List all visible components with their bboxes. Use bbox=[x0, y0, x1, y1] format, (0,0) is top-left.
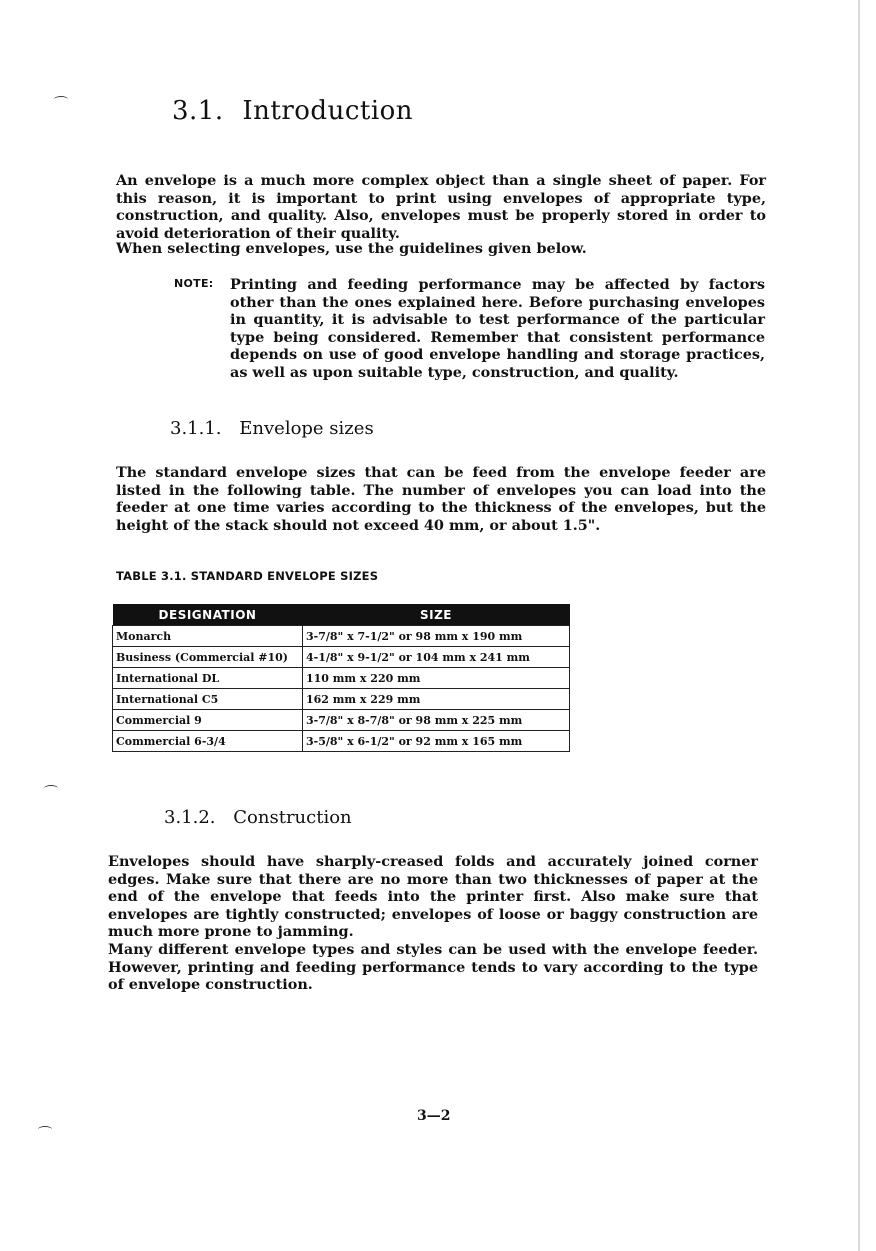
section-number: 3.1. bbox=[172, 96, 224, 126]
column-header-designation: DESIGNATION bbox=[113, 604, 303, 626]
size-cell: 3-7/8" x 7-1/2" or 98 mm x 190 mm bbox=[303, 626, 570, 647]
subsection-number: 3.1.1. bbox=[170, 418, 222, 439]
table-caption: TABLE 3.1. STANDARD ENVELOPE SIZES bbox=[116, 569, 379, 583]
table-row bbox=[113, 626, 570, 647]
subsection-heading-construction bbox=[164, 807, 352, 828]
size-cell: 4-1/8" x 9-1/2" or 104 mm x 241 mm bbox=[303, 647, 570, 668]
designation-cell: Monarch bbox=[113, 626, 303, 647]
sizes-paragraph: The standard envelope sizes that can be feed from the envelope feeder are listed in the following table. The number of envelopes you can load into the feeder at one time varies according to the thickness of the envelopes, but the height of the stack should not exceed 40 mm, or about 1.5". bbox=[116, 464, 766, 534]
size-cell: 3-5/8" x 6-1/2" or 92 mm x 165 mm bbox=[303, 731, 570, 752]
page-edge-line bbox=[858, 0, 860, 1251]
table-row bbox=[113, 647, 570, 668]
size-cell: 110 mm x 220 mm bbox=[303, 668, 570, 689]
intro-paragraph-1: An envelope is a much more complex object than a single sheet of paper. For this reason, it is important to print using envelopes of appropriate type, construction, and quality. Also, envelopes must be properly stored in order to avoid deterioration of their quality. bbox=[116, 172, 766, 242]
intro-paragraph-2: When selecting envelopes, use the guidelines given below. bbox=[116, 240, 587, 257]
subsection-title: Construction bbox=[233, 807, 352, 828]
subsection-title: Envelope sizes bbox=[239, 418, 374, 439]
subsection-number: 3.1.2. bbox=[164, 807, 216, 828]
table-row bbox=[113, 689, 570, 710]
envelope-sizes-table bbox=[112, 604, 570, 752]
size-cell: 162 mm x 229 mm bbox=[303, 689, 570, 710]
table-header-row bbox=[113, 604, 570, 626]
construction-paragraph-1: Envelopes should have sharply-creased folds and accurately joined corner edges. Make sure that there are no more than two thicknesses of paper at the end of the envelope that feeds into the printer first. Also make sure that envelopes are tightly constructed; envelopes of loose or baggy construction are much more prone to jamming. bbox=[108, 853, 758, 940]
designation-cell: Commercial 9 bbox=[113, 710, 303, 731]
subsection-heading-sizes bbox=[170, 418, 374, 439]
section-title: Introduction bbox=[242, 96, 414, 126]
designation-cell: Business (Commercial #10) bbox=[113, 647, 303, 668]
designation-cell: International DL bbox=[113, 668, 303, 689]
table-row bbox=[113, 668, 570, 689]
margin-mark bbox=[38, 1126, 52, 1133]
designation-cell: International C5 bbox=[113, 689, 303, 710]
margin-mark bbox=[44, 785, 58, 792]
designation-cell: Commercial 6-3/4 bbox=[113, 731, 303, 752]
size-cell: 3-7/8" x 8-7/8" or 98 mm x 225 mm bbox=[303, 710, 570, 731]
table-row bbox=[113, 710, 570, 731]
table-row bbox=[113, 731, 570, 752]
note-text: Printing and feeding performance may be affected by factors other than the ones explained here. Before purchasing envelopes in quantity, it is advisable to test performance of the particular type being considered. Remember that consistent performance depends on use of good envelope handling and storage practices, as well as upon suitable type, construction, and quality. bbox=[230, 276, 765, 381]
page-number: 3—2 bbox=[417, 1108, 451, 1124]
column-header-size: SIZE bbox=[303, 604, 570, 626]
construction-paragraph-2: Many different envelope types and styles can be used with the envelope feeder. However, printing and feeding performance tends to vary according to the type of envelope construction. bbox=[108, 941, 758, 993]
margin-mark bbox=[54, 96, 68, 103]
section-heading bbox=[172, 96, 413, 126]
note-label: NOTE: bbox=[174, 277, 214, 290]
